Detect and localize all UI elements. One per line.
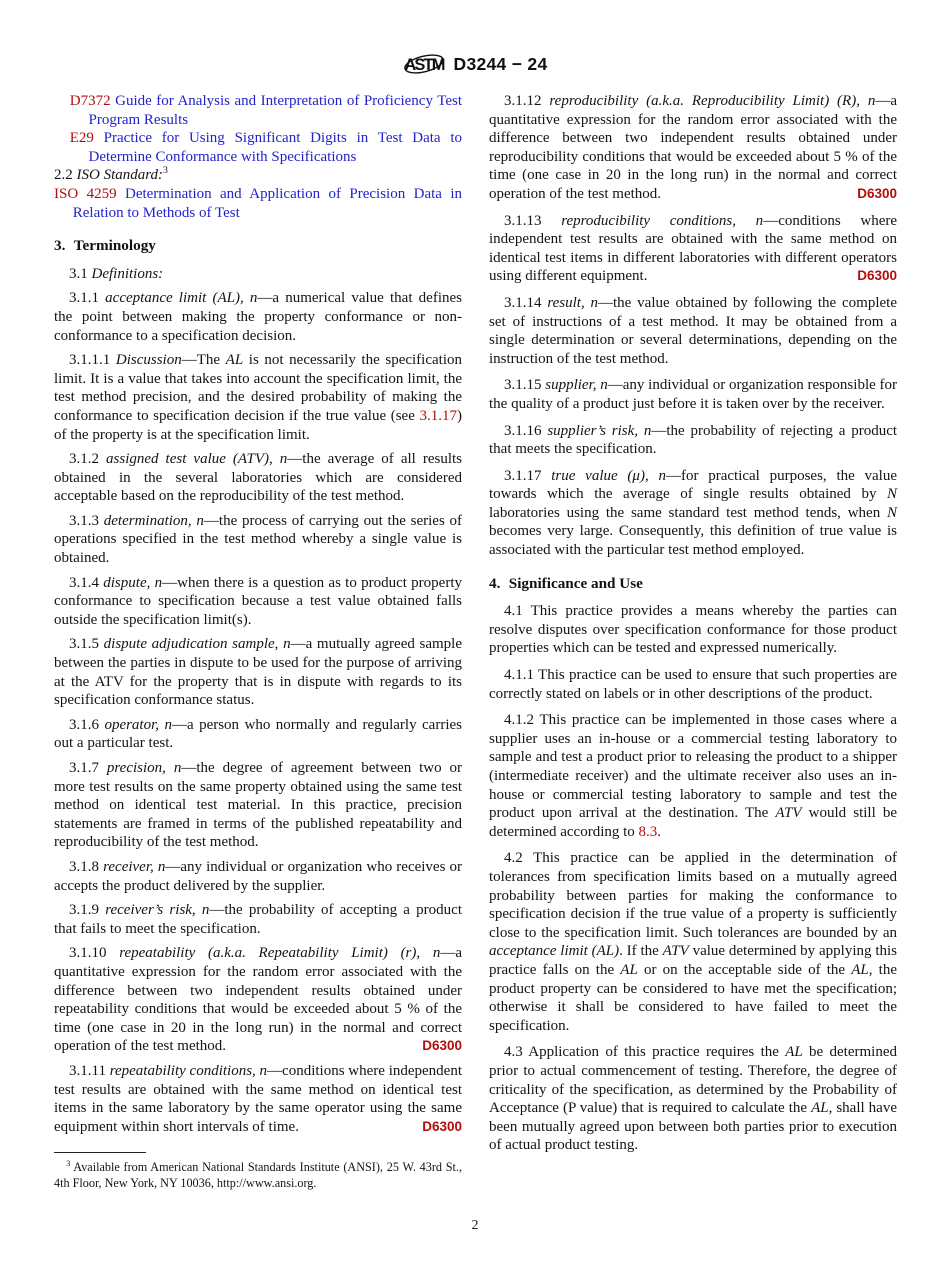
text-run: true value (μ), n bbox=[551, 467, 666, 484]
text-run: N bbox=[886, 486, 897, 503]
para-3-1-15 bbox=[489, 376, 897, 413]
text-run: 3.1.7 bbox=[69, 760, 107, 776]
text-run: —a quantitative expression for the random error associated with the difference between two independent results obtained under reproducibility conditions that would be exceeded about 5 % of the time (one case in 20 in the long run) in the normal and correct operation of the test method. bbox=[489, 93, 897, 202]
text-run: AL bbox=[620, 961, 638, 978]
text-run: repeatability conditions, n bbox=[109, 1062, 268, 1079]
section-number: 3. bbox=[54, 237, 66, 255]
text-run: —the process of carrying out the series of operations specified in the test method whereby a single value is obtained. bbox=[54, 512, 463, 567]
para-3-1-2 bbox=[54, 450, 462, 506]
text-run: receiver, n bbox=[103, 858, 166, 875]
para-3-1 bbox=[54, 265, 462, 284]
text-run: laboratories using the same standard test method tends, when bbox=[489, 504, 887, 521]
text-run: —a person who normally and regularly carries out a particular test. bbox=[54, 716, 462, 752]
para-3-1-16 bbox=[489, 422, 897, 459]
text-run: result, n bbox=[547, 294, 599, 311]
text-run: 3.1.16 bbox=[504, 422, 548, 439]
text-run: would still be determined according to bbox=[489, 805, 898, 840]
text-run: 3.1.13 bbox=[504, 212, 562, 229]
text-run: 3.1.17 bbox=[504, 467, 552, 484]
para-3-1-14 bbox=[489, 294, 897, 368]
para-3-1-7 bbox=[54, 759, 462, 852]
text-run: , the product property can be considered to have met the specification; otherwise it shall be considered to have failed to meet the specification. bbox=[489, 961, 897, 1034]
right-column bbox=[489, 92, 897, 1191]
para-4-1-2 bbox=[489, 711, 897, 841]
astm-logo-icon bbox=[403, 48, 445, 80]
xref-3-1-17[interactable]: 3.1.17 bbox=[419, 407, 457, 424]
para-3-1-12 bbox=[489, 92, 897, 204]
text-run: N bbox=[886, 504, 897, 521]
para-3-1-9 bbox=[54, 901, 462, 938]
text-run: 3.1.2 bbox=[69, 451, 107, 468]
text-run: —a numerical value that defines the point between making the property conformance or non-conformance to a specification decision. bbox=[54, 290, 462, 344]
designation-link-d6300[interactable]: D6300 bbox=[857, 185, 897, 201]
designation-link-d6300[interactable]: D6300 bbox=[422, 1118, 462, 1134]
para-4-1-1 bbox=[489, 666, 897, 703]
section-title: Terminology bbox=[73, 237, 156, 255]
text-run: repeatability (a.k.a. Repeatability Limit) (r), n bbox=[119, 945, 441, 962]
text-run: . If the bbox=[619, 943, 663, 960]
text-run: 4.1.1 This practice can be used to ensure that such properties are correctly stated on labels or in other descriptions of the product. bbox=[489, 667, 897, 702]
para-3-1-1-1 bbox=[54, 351, 462, 444]
ref-code-iso4259[interactable]: ISO 4259 bbox=[54, 185, 125, 202]
ref-title-d7372[interactable]: Guide for Analysis and Interpretation of Proficiency Test Program Results bbox=[88, 93, 462, 128]
text-run: 3.1.14 bbox=[504, 294, 548, 311]
text-run: acceptance limit (AL), n bbox=[105, 290, 258, 307]
text-run: 4.3 Application of this practice requires the bbox=[504, 1044, 786, 1061]
text-run: 2.2 bbox=[54, 167, 77, 184]
text-run: 3.1.10 bbox=[69, 945, 120, 962]
subsection-2-2-iso-standard bbox=[54, 166, 462, 185]
text-run: 3.1.9 bbox=[69, 902, 106, 919]
text-run: 3.1.8 bbox=[69, 858, 104, 875]
ref-code-d7372[interactable]: D7372 bbox=[69, 93, 116, 109]
para-3-1-3 bbox=[54, 512, 462, 568]
text-run: 3.1.5 bbox=[69, 636, 104, 653]
text-run: AL bbox=[785, 1044, 803, 1061]
ref-title-iso4259[interactable]: Determination and Application of Precision Data in Relation to Methods of Test bbox=[72, 185, 462, 221]
text-run: —any individual or organization who receives or accepts the product delivered by the supplier. bbox=[54, 858, 462, 894]
page-content bbox=[54, 92, 897, 1191]
reference-entry-d7372 bbox=[54, 92, 462, 129]
ref-title-e29[interactable]: Practice for Using Significant Digits in Test Data to Determine Conformance with Specifications bbox=[88, 130, 462, 165]
para-4-1 bbox=[489, 602, 897, 658]
text-run: ATV bbox=[662, 943, 689, 960]
text-run: dispute, n bbox=[103, 574, 163, 591]
para-3-1-17 bbox=[489, 467, 897, 560]
text-run: Discussion bbox=[115, 352, 182, 369]
text-run: AL bbox=[225, 352, 244, 369]
footnote-text: Available from American National Standards Institute (ANSI), 25 W. 43rd St., 4th Floor, New York, NY 10036, http://www.ansi.org. bbox=[54, 1160, 462, 1190]
text-run: ISO Standard: bbox=[76, 167, 164, 184]
text-run: acceptance limit (AL) bbox=[489, 943, 620, 960]
text-run: 3.1.12 bbox=[504, 93, 550, 109]
para-3-1-4 bbox=[54, 574, 462, 630]
text-run: precision, n bbox=[106, 760, 182, 776]
text-run: —the degree of agreement between two or more test results on the same property obtained using the same test method on identical test material. In this practice, precision statements are framed in terms of the published repeatability and reproducibility of the test method. bbox=[54, 760, 462, 851]
standard-designation: D3244 − 24 bbox=[453, 53, 548, 74]
text-run: is not necessarily the specification limit. It is a value that takes into account the specification limit, the test method precision, and the desired probability of making the conformance to specification decision if the true value (see bbox=[54, 352, 462, 424]
text-run: 3.1.15 bbox=[504, 377, 546, 394]
text-run: supplier’s risk, n bbox=[547, 422, 652, 439]
para-3-1-13 bbox=[489, 212, 897, 286]
text-run: —for practical purposes, the value towards which the average of single results obtained by bbox=[489, 467, 898, 503]
ref-code-e29[interactable]: E29 bbox=[69, 130, 104, 147]
text-run: —the probability of rejecting a product that meets the specification. bbox=[489, 422, 898, 458]
text-run: 4.1 This practice provides a means whereby the parties can resolve disputes over specification conformance for those product properties which can be tested and expressed numerically. bbox=[489, 603, 897, 657]
text-run: —the average of all results obtained in the several laboratories which are considered acceptable based on the reproducibility of the test method. bbox=[54, 451, 462, 505]
text-run: 4.1.2 This practice can be implemented in those cases where a supplier uses an in-house or a commercial testing laboratory to sample and test a product prior to releasing the product to a shipper (intermediate receiver) and the ultimate receiver also uses an in-house or commercial testing laboratory to sample and test the product upon arrival at the destination. The bbox=[489, 712, 897, 822]
text-run: —a quantitative expression for the random error associated with the difference between two independent results obtained under repeatability conditions that would be exceeded about 5 % of the time (one case in 20 in the long run) in the normal and correct operation of the test method. bbox=[54, 945, 463, 1055]
text-run: receiver’s risk, n bbox=[105, 902, 210, 919]
text-run: dispute adjudication sample, n bbox=[103, 636, 291, 653]
text-run: , shall have been mutually agreed upon between both parties prior to execution of actual product testing. bbox=[489, 1100, 897, 1154]
text-run: operator, n bbox=[104, 716, 172, 733]
text-run: 3.1.4 bbox=[69, 574, 104, 591]
footnote-rule bbox=[54, 1152, 146, 1153]
text-run: 3.1.6 bbox=[69, 716, 105, 733]
text-run: becomes very large. Consequently, this definition of true value is associated with the particular test method employed. bbox=[489, 523, 897, 559]
text-run: —The bbox=[181, 352, 226, 369]
reference-entry-e29 bbox=[54, 129, 462, 166]
text-run: reproducibility conditions, n bbox=[561, 212, 764, 229]
section-title: Significance and Use bbox=[508, 574, 643, 592]
para-4-3 bbox=[489, 1043, 897, 1155]
text-run: 3.1.11 bbox=[69, 1062, 110, 1079]
text-run: 3.1 bbox=[69, 265, 92, 282]
page-header bbox=[0, 48, 950, 80]
section-number: 4. bbox=[489, 574, 501, 592]
text-run: AL bbox=[811, 1100, 829, 1117]
text-run: reproducibility (a.k.a. Reproducibility Limit) (R), n bbox=[549, 93, 876, 109]
text-run: Definitions: bbox=[91, 265, 164, 282]
reference-entry-iso4259 bbox=[54, 185, 462, 222]
designation-link-d6300[interactable]: D6300 bbox=[857, 268, 897, 284]
text-run: —the value obtained by following the complete set of instructions of a test method. It may be obtained from a single determination or several determinations, depending on the instruction of the test method. bbox=[489, 294, 898, 367]
text-run: —conditions where independent test results are obtained with the same method on identical test items in different laboratories with different operators using different equipment. bbox=[489, 212, 898, 285]
footnote-ref-3: 3 bbox=[163, 165, 168, 177]
text-run: assigned test value (ATV), n bbox=[106, 451, 288, 468]
footnote-marker-3: 3 bbox=[66, 1159, 71, 1169]
text-run: be determined prior to actual commencement of testing. Therefore, the degree of criticality of the specification, as determined by the Probability of Acceptance (P value) that is required to calculate the bbox=[489, 1044, 897, 1117]
text-run: ) of the property is at the specification limit. bbox=[54, 407, 462, 443]
para-3-1-11 bbox=[54, 1062, 462, 1136]
text-run: . bbox=[657, 823, 662, 840]
text-run: determination, n bbox=[103, 512, 204, 529]
para-3-1-5 bbox=[54, 635, 462, 709]
text-run: —conditions where independent test results are obtained with the same method on identical test items in the same laboratory by the same operator using the same equipment within short intervals of time. bbox=[54, 1062, 462, 1135]
text-run: ATV bbox=[775, 805, 802, 822]
para-4-2 bbox=[489, 849, 897, 1035]
section-heading-significance-and-use bbox=[489, 575, 897, 594]
para-3-1-6 bbox=[54, 716, 462, 753]
text-run: 3.1.1 bbox=[69, 290, 106, 307]
xref-8-3[interactable]: 8.3 bbox=[638, 823, 658, 840]
footnote-block bbox=[54, 1152, 462, 1191]
text-run: —a mutually agreed sample between the parties in dispute to be used for the purpose of arriving at the ATV for the property that is in dispute with regards to its specification conformance status. bbox=[54, 636, 463, 709]
text-run: —any individual or organization responsible for the quality of a product just before it is taken over by the receiver. bbox=[489, 377, 898, 412]
para-3-1-8 bbox=[54, 858, 462, 895]
section-heading-terminology bbox=[54, 237, 462, 256]
astm-logo-text: ASTM bbox=[403, 55, 444, 74]
footnote-3 bbox=[54, 1160, 462, 1191]
designation-link-d6300[interactable]: D6300 bbox=[422, 1038, 462, 1054]
para-3-1-10 bbox=[54, 944, 462, 1056]
left-column bbox=[54, 92, 462, 1191]
text-run: supplier, n bbox=[545, 377, 608, 394]
text-run: —when there is a question as to product property conformance to specification because a test value obtained falls outside the specification limit(s). bbox=[54, 574, 462, 628]
text-run: 4.2 This practice can be applied in the determination of tolerances from specification limits based on a mutually agreed probability between parties for making the conformance to specification decision if the true value of a property is sufficiently close to the specification limit. Such tolerances are bounded by an bbox=[489, 850, 897, 941]
para-3-1-1 bbox=[54, 289, 462, 345]
text-run: 3.1.3 bbox=[69, 512, 104, 529]
text-run: AL bbox=[851, 961, 869, 978]
text-run: or on the acceptable side of the bbox=[637, 961, 852, 978]
text-run: 3.1.1.1 bbox=[69, 352, 116, 369]
text-run: —the probability of accepting a product that fails to meet the specification. bbox=[54, 902, 462, 937]
page-number: 2 bbox=[471, 1218, 479, 1234]
text-run: value determined by applying this practice falls on the bbox=[489, 943, 897, 978]
